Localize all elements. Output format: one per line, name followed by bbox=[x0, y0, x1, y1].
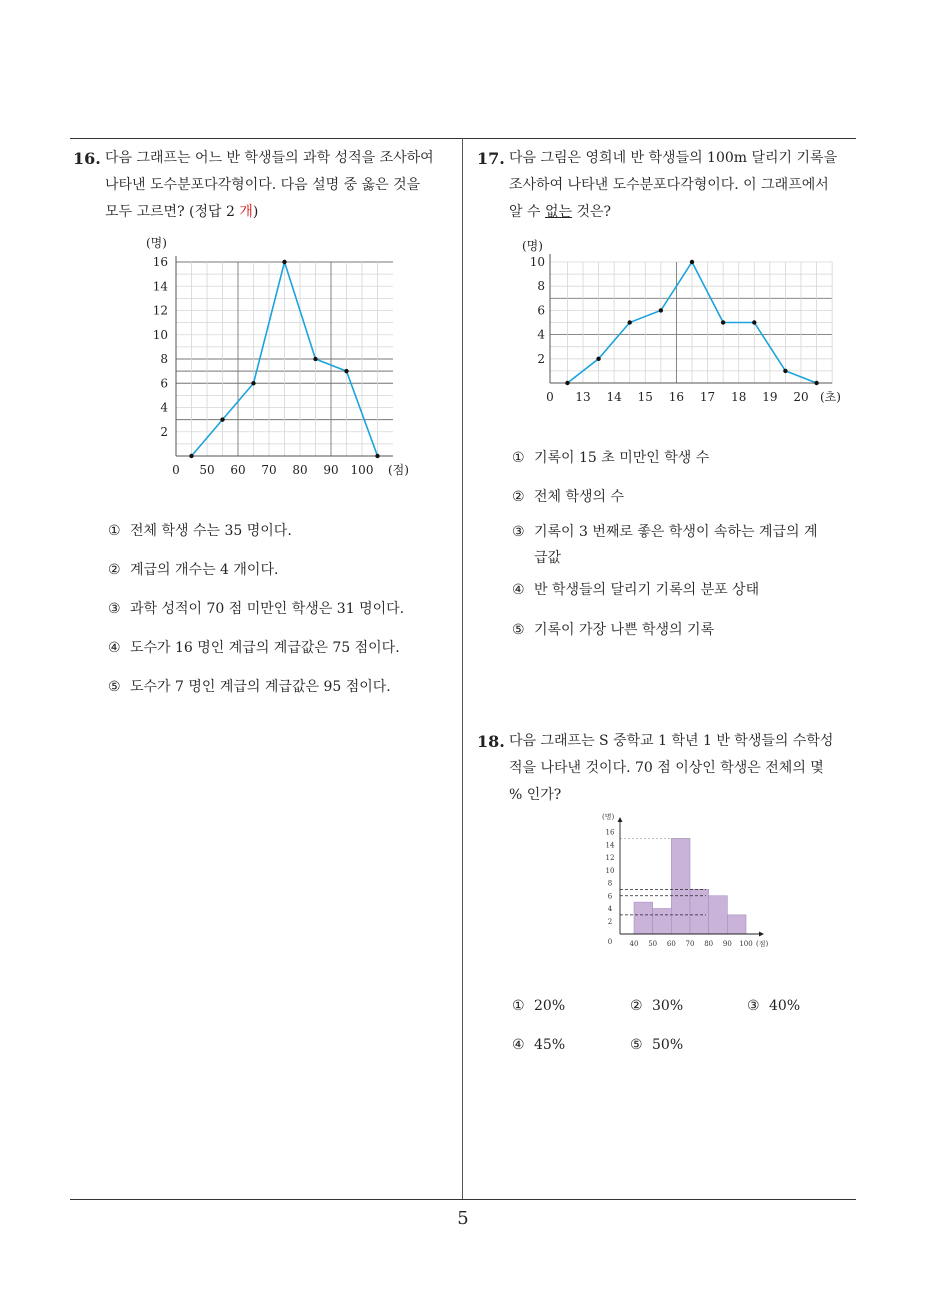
choice-mark: ③ bbox=[512, 524, 525, 540]
question-number: 17. bbox=[477, 149, 505, 168]
histogram-bar bbox=[709, 896, 728, 934]
x-tick-label: 90 bbox=[323, 463, 339, 477]
x-tick-label: 80 bbox=[704, 940, 714, 948]
histogram-bar bbox=[634, 902, 653, 934]
y-tick-label: 16 bbox=[152, 255, 168, 269]
y-tick-label: 4 bbox=[160, 400, 168, 415]
choice-5[interactable] bbox=[108, 676, 391, 696]
stem-line: 다음 그림은 영희네 반 학생들의 100m 달리기 기록을 bbox=[509, 150, 838, 166]
histogram-bar bbox=[653, 909, 672, 935]
choice-mark: ⑤ bbox=[630, 1037, 643, 1053]
stem-line: 나타낸 도수분포다각형이다. 다음 설명 중 옳은 것을 bbox=[105, 177, 421, 193]
choice-4[interactable] bbox=[108, 637, 400, 657]
choice-2[interactable] bbox=[512, 486, 624, 506]
choice-mark: ② bbox=[108, 562, 121, 578]
choice-4[interactable] bbox=[512, 579, 759, 599]
choice-text: 반 학생들의 달리기 기록의 분포 상태 bbox=[534, 582, 760, 598]
x-tick-label: 70 bbox=[261, 463, 277, 477]
x-tick-label: 20 bbox=[793, 390, 809, 404]
y-tick-label: 6 bbox=[160, 376, 168, 391]
answer-count-highlight: 개 bbox=[239, 204, 253, 220]
x-tick-label: 100 bbox=[739, 940, 753, 948]
frequency-polygon-chart-16 bbox=[140, 230, 430, 485]
choice-text: 45% bbox=[534, 1037, 566, 1053]
question-16-stem bbox=[73, 145, 458, 226]
stem-text: 모두 고르면? (정답 2 bbox=[105, 204, 240, 220]
y-tick-label: 10 bbox=[605, 866, 615, 875]
x-tick-label: 40 bbox=[629, 940, 639, 948]
y-tick-label: 16 bbox=[605, 828, 615, 837]
histogram-bar bbox=[727, 915, 746, 934]
choice-5[interactable] bbox=[512, 619, 714, 639]
choice-text: 계급의 개수는 4 개이다. bbox=[130, 562, 279, 578]
choice-mark: ③ bbox=[747, 998, 760, 1014]
data-point bbox=[375, 454, 379, 458]
y-axis-arrow bbox=[618, 817, 623, 822]
question-number: 18. bbox=[477, 732, 505, 751]
frequency-polygon-chart-17 bbox=[510, 232, 850, 407]
data-point bbox=[783, 369, 787, 373]
x-tick-label: 13 bbox=[575, 390, 591, 404]
question-17-stem bbox=[477, 145, 862, 226]
y-tick-label: 12 bbox=[605, 854, 615, 862]
choice-mark: ① bbox=[512, 998, 525, 1014]
data-point bbox=[659, 308, 663, 312]
y-tick-label: 6 bbox=[537, 303, 545, 318]
choice-mark: ④ bbox=[512, 1037, 525, 1053]
choice-mark: ③ bbox=[108, 601, 121, 617]
page-number: 5 bbox=[457, 1208, 469, 1229]
stem-line: 다음 그래프는 어느 반 학생들의 과학 성적을 조사하여 bbox=[105, 150, 434, 166]
top-rule bbox=[70, 138, 856, 139]
choice-mark: ② bbox=[630, 998, 643, 1014]
choice-text: 과학 성적이 70 점 미만인 학생은 31 명이다. bbox=[130, 601, 405, 617]
data-point bbox=[752, 320, 756, 324]
data-point bbox=[189, 454, 193, 458]
data-point bbox=[565, 381, 569, 385]
choice-1[interactable] bbox=[108, 520, 292, 540]
y-axis-label: (명) bbox=[522, 239, 543, 253]
x-tick-label: 0 bbox=[172, 463, 180, 477]
y-tick-label: 2 bbox=[160, 424, 168, 439]
question-17 bbox=[477, 145, 862, 226]
choice-4[interactable] bbox=[512, 1037, 565, 1053]
stem-line: 적을 나타낸 것이다. 70 점 이상인 학생은 전체의 몇 bbox=[509, 760, 824, 776]
choice-text: 도수가 16 명인 계급의 계급값은 75 점이다. bbox=[130, 640, 400, 656]
histogram-bar bbox=[671, 838, 690, 934]
y-tick-label: 4 bbox=[537, 327, 545, 342]
y-tick-label: 6 bbox=[607, 892, 613, 901]
stem-line: 다음 그래프는 S 중학교 1 학년 1 반 학생들의 수학성 bbox=[509, 733, 834, 749]
choice-mark: ① bbox=[512, 450, 525, 466]
origin-label: 0 bbox=[607, 938, 613, 946]
y-tick-label: 14 bbox=[605, 841, 615, 850]
data-point bbox=[721, 320, 725, 324]
choice-text-continued: 급값 bbox=[534, 550, 562, 566]
choice-text: 기록이 3 번째로 좋은 학생이 속하는 계급의 계 bbox=[534, 524, 818, 540]
choice-mark: ⑤ bbox=[512, 622, 525, 638]
x-tick-label: 14 bbox=[606, 390, 622, 404]
x-tick-label: 19 bbox=[762, 390, 778, 404]
data-point bbox=[251, 381, 255, 385]
choice-text: 기록이 가장 나쁜 학생의 기록 bbox=[534, 622, 715, 638]
column-divider bbox=[462, 138, 463, 1200]
x-tick-label: 90 bbox=[722, 940, 732, 948]
stem-line: 조사하여 나타낸 도수분포다각형이다. 이 그래프에서 bbox=[509, 177, 829, 193]
stem-text: 알 수 bbox=[509, 204, 545, 220]
choice-text: 도수가 7 명인 계급의 계급값은 95 점이다. bbox=[130, 679, 391, 695]
x-tick-label: 16 bbox=[668, 390, 685, 404]
histogram-chart-18 bbox=[590, 808, 780, 958]
stem-line bbox=[509, 199, 862, 226]
choice-text: 30% bbox=[652, 998, 684, 1014]
choice-text: 기록이 15 초 미만인 학생 수 bbox=[534, 450, 710, 466]
choice-text: 20% bbox=[534, 998, 566, 1014]
choice-text: 40% bbox=[769, 998, 801, 1014]
choice-text: 전체 학생 수는 35 명이다. bbox=[130, 523, 292, 539]
y-axis-label: (명) bbox=[146, 236, 167, 250]
choice-mark: ② bbox=[512, 489, 525, 505]
data-point bbox=[690, 260, 694, 264]
y-tick-label: 12 bbox=[152, 303, 168, 318]
choice-text: 50% bbox=[652, 1037, 684, 1053]
choice-3[interactable] bbox=[747, 998, 800, 1014]
y-tick-label: 10 bbox=[152, 327, 168, 342]
choice-1[interactable] bbox=[512, 447, 709, 467]
stem-line: % 인가? bbox=[509, 787, 562, 803]
choice-mark: ④ bbox=[512, 582, 525, 598]
choice-text: 전체 학생의 수 bbox=[534, 489, 625, 505]
x-tick-label: 18 bbox=[731, 390, 747, 404]
data-point bbox=[282, 260, 286, 264]
y-axis-label: (명) bbox=[602, 813, 615, 821]
y-tick-label: 8 bbox=[537, 279, 545, 294]
x-axis-label: (점) bbox=[756, 940, 769, 948]
question-18 bbox=[477, 728, 862, 809]
data-point bbox=[220, 417, 224, 421]
x-tick-label: 50 bbox=[199, 463, 215, 477]
question-18-stem bbox=[477, 728, 862, 809]
y-tick-label: 14 bbox=[152, 279, 168, 294]
x-tick-label: 50 bbox=[648, 940, 658, 948]
data-point bbox=[344, 369, 348, 373]
choice-3[interactable] bbox=[108, 598, 404, 618]
data-point bbox=[596, 357, 600, 361]
stem-text: 것은? bbox=[572, 204, 612, 220]
choice-5[interactable] bbox=[630, 1037, 683, 1053]
stem-line bbox=[105, 199, 458, 226]
choice-mark: ⑤ bbox=[108, 679, 121, 695]
emphasis-underline: 없는 bbox=[544, 204, 573, 220]
y-tick-label: 10 bbox=[529, 255, 545, 269]
question-16 bbox=[73, 145, 458, 226]
choice-1[interactable] bbox=[512, 998, 565, 1014]
x-tick-label: 70 bbox=[685, 940, 695, 948]
y-tick-label: 8 bbox=[160, 352, 168, 366]
x-tick-label: 0 bbox=[546, 390, 554, 404]
x-tick-label: 60 bbox=[666, 940, 676, 948]
x-tick-label: 15 bbox=[637, 390, 653, 404]
data-point bbox=[313, 357, 317, 361]
x-tick-label: 80 bbox=[292, 463, 308, 477]
y-tick-label: 8 bbox=[607, 879, 613, 888]
y-tick-label: 4 bbox=[607, 905, 613, 913]
x-axis-label: (점) bbox=[388, 463, 409, 477]
question-number: 16. bbox=[73, 149, 101, 168]
x-tick-label: 17 bbox=[699, 390, 716, 404]
x-tick-label: 60 bbox=[230, 463, 246, 477]
x-axis-label: (초) bbox=[820, 390, 841, 404]
x-tick-label: 100 bbox=[350, 463, 374, 477]
x-axis-arrow bbox=[759, 932, 764, 937]
data-point bbox=[814, 381, 818, 385]
choice-2[interactable] bbox=[630, 998, 683, 1014]
bottom-rule bbox=[70, 1199, 856, 1200]
y-tick-label: 2 bbox=[607, 917, 613, 926]
stem-text: ) bbox=[252, 204, 259, 220]
y-tick-label: 2 bbox=[537, 351, 545, 366]
choice-2[interactable] bbox=[108, 559, 278, 579]
choice-3[interactable] bbox=[512, 519, 842, 571]
choice-mark: ④ bbox=[108, 640, 121, 656]
data-point bbox=[628, 320, 632, 324]
choice-mark: ① bbox=[108, 523, 121, 539]
